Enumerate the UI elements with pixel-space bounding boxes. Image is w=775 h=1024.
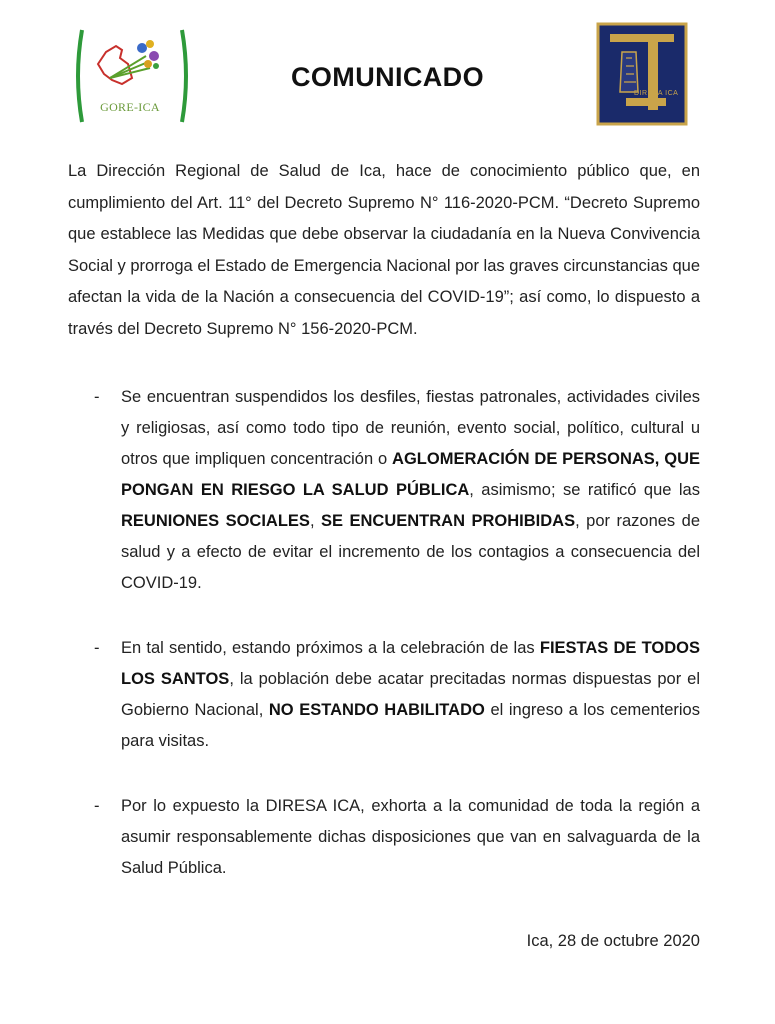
bullet-dash: -	[94, 639, 100, 657]
bullet-text: En tal sentido, estando próximos a la celebración de las	[121, 639, 540, 657]
bullet-text: , la población debe acatar precitadas normas dispuestas por el Gobierno Nacional,	[121, 670, 701, 719]
bullet-item	[68, 633, 700, 757]
bullet-bold-text: REUNIONES SOCIALES	[121, 512, 310, 530]
bullet-bold-text: FIESTAS DE TODOS LOS SANTOS	[121, 639, 700, 688]
page-title: COMUNICADO	[291, 62, 484, 92]
bullet-text: ,	[309, 512, 322, 530]
bullet-bold-text: SE ENCUENTRAN PROHIBIDAS	[321, 512, 576, 530]
bullet-dash: -	[94, 797, 100, 815]
bullet-dash: -	[94, 388, 100, 406]
bullet-text: Se encuentran suspendidos los desfiles, fiestas patronales, actividades civiles y religiosas, así como todo tipo de reunión, evento social, político, cultural u otros que impliquen concentración o	[121, 388, 700, 468]
emblem-caption: DIRESA ICA	[634, 90, 679, 97]
bullet-text: , por razones de salud y a efecto de evitar el incremento de los contagios a consecuencia del COVID-19.	[121, 512, 701, 592]
bullet-item	[68, 382, 700, 599]
diresa-ica-logo	[596, 22, 688, 126]
logo-caption: GORE-ICA	[100, 100, 160, 114]
bullet-item	[68, 791, 700, 884]
document-date: Ica, 28 de octubre 2020	[526, 932, 700, 950]
bullet-text: el ingreso a los cementerios para visitas.	[121, 701, 700, 750]
bullet-list	[68, 382, 700, 884]
bullet-bold-text: AGLOMERACIÓN DE PERSONAS, QUE PONGAN EN RIESGO LA SALUD PÚBLICA	[121, 450, 700, 499]
bullet-text: , asimismo; se ratificó que las	[469, 481, 700, 499]
bullet-text: Por lo expuesto la DIRESA ICA, exhorta a la comunidad de toda la región a asumir responsablemente dichas disposiciones que van en salvaguarda de la Salud Pública.	[121, 797, 700, 877]
bullet-bold-text: NO ESTANDO HABILITADO	[268, 701, 485, 719]
diresa-emblem-icon	[596, 22, 688, 126]
intro-paragraph: La Dirección Regional de Salud de Ica, hace de conocimiento público que, en cumplimiento del Art. 11° del Decreto Supremo N° 116-2020-PCM. “Decreto Supremo que establece las Medidas que debe observar la ciudadanía en la Nueva Convivencia Social y prorroga el Estado de Emergencia Nacional por las graves circunstancias que afectan la vida de la Nación a consecuencia del COVID-19”; así como, lo dispuesto a través del Decreto Supremo N° 156-2020-PCM.	[68, 162, 700, 338]
